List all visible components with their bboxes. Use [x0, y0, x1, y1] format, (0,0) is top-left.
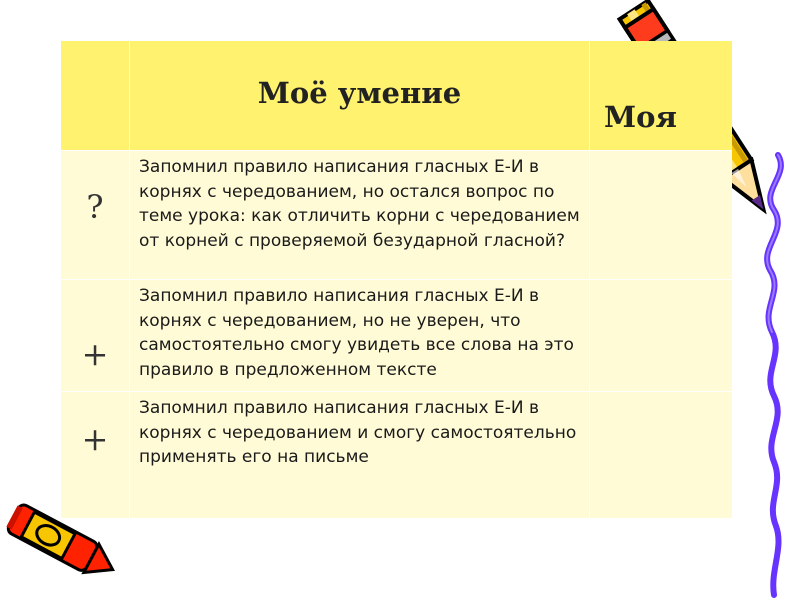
row-3-text-cell: [130, 392, 590, 519]
row-2-text: Запомнил правило написания гласных Е-И в корнях с чередованием, но не уверен, что самостоятельно смогу увидеть все слова на это правило в предложенном тексте: [139, 286, 574, 380]
self-assessment-table: [61, 41, 732, 519]
row-2-symbol-cell: [61, 280, 130, 392]
row-2-symbol: +: [81, 335, 109, 373]
row-1-mark-cell[interactable]: [590, 151, 732, 280]
row-3-mark-cell[interactable]: [590, 392, 732, 519]
row-1-text: Запомнил правило написания гласных Е-И в корнях с чередованием, но остался вопрос по теме урока: как отличить корни с чередованием от корней с проверяемой безударной гласной?: [139, 157, 580, 251]
row-2-text-cell: [130, 280, 590, 392]
row-2-mark-cell[interactable]: [590, 280, 732, 392]
header-skill-label: Моё умение: [257, 75, 462, 110]
row-3-symbol: +: [81, 420, 109, 458]
header-skill-cell: [130, 41, 590, 151]
squiggle-line-icon: [740, 150, 800, 600]
header-empty-cell: [61, 41, 130, 151]
row-1-text-cell: [130, 151, 590, 280]
row-3-text: Запомнил правило написания гласных Е-И в корнях с чередованием и смогу самостоятельно применять его на письме: [139, 398, 577, 467]
row-1-symbol-cell: [61, 151, 130, 280]
row-1-symbol: ?: [86, 188, 104, 226]
row-3-symbol-cell: [61, 392, 130, 519]
header-mark-cell: [590, 41, 732, 151]
header-mark-label: Моя: [604, 100, 677, 134]
